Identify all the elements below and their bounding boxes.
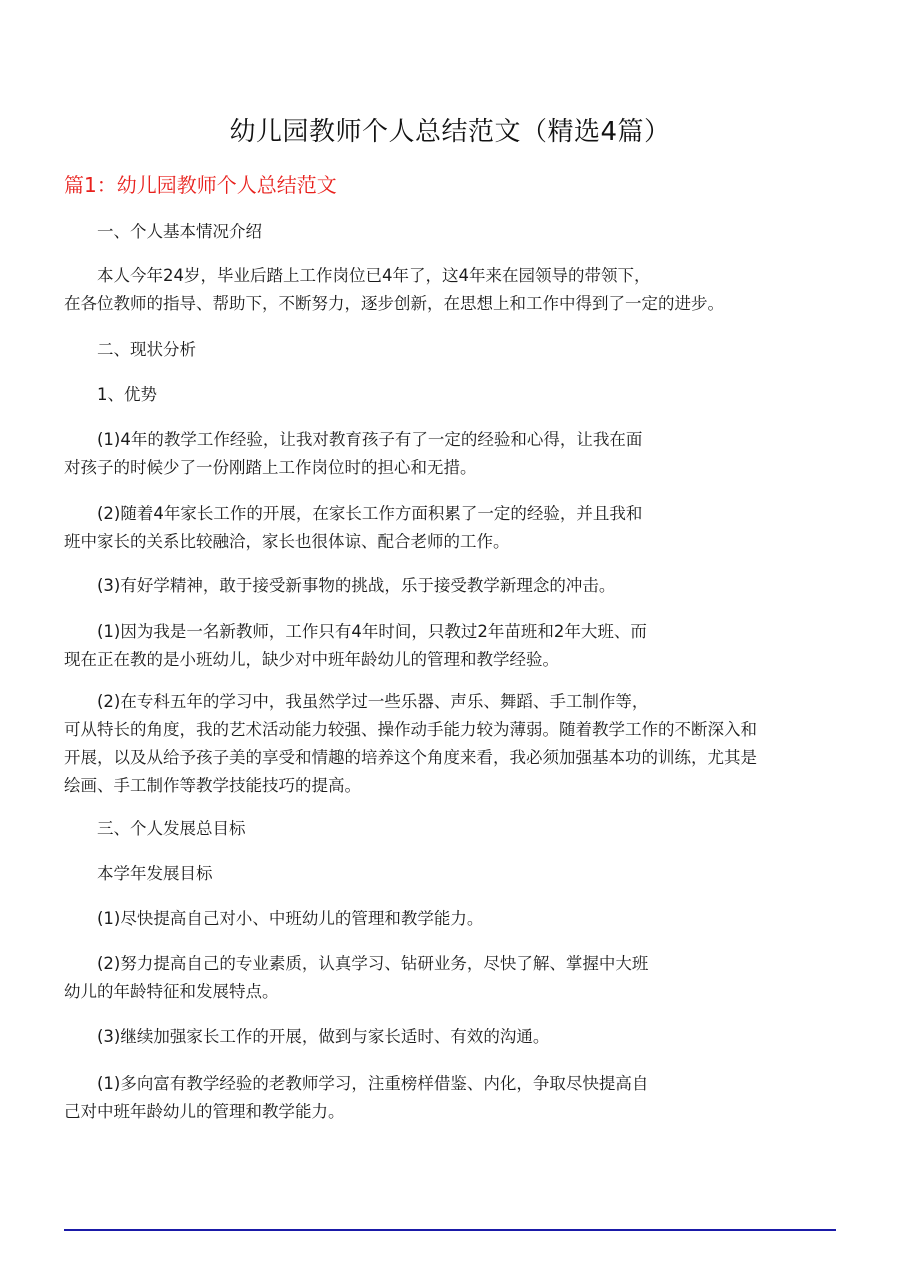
paragraph-weakness-1	[64, 618, 844, 674]
heading-year-goals	[64, 860, 844, 888]
paragraph-intro	[64, 262, 844, 318]
paragraph-line: (2)努力提高自己的专业素质，认真学习、钻研业务，尽快了解、掌握中大班	[97, 954, 649, 973]
paragraph-goal-2	[64, 950, 844, 1006]
paragraph-line: (1)因为我是一名新教师，工作只有4年时间，只教过2年苗班和2年大班、而	[97, 622, 647, 641]
paragraph-line: 己对中班年龄幼儿的管理和教学能力。	[64, 1102, 345, 1121]
heading-strengths	[64, 381, 844, 409]
paragraph-line: (2)在专科五年的学习中，我虽然学过一些乐器、声乐、舞蹈、手工制作等，	[97, 692, 649, 711]
paragraph-weakness-2	[64, 688, 844, 800]
paragraph-line: 二、现状分析	[97, 340, 196, 359]
paragraph-line: 现在正在教的是小班幼儿，缺少对中班年龄幼儿的管理和教学经验。	[64, 650, 559, 669]
paragraph-goal-3	[64, 1023, 844, 1051]
paragraph-line: (1)尽快提高自己对小、中班幼儿的管理和教学能力。	[97, 909, 484, 928]
paragraph-strength-1	[64, 426, 844, 482]
paragraph-line: (2)随着4年家长工作的开展，在家长工作方面积累了一定的经验，并且我和	[97, 504, 643, 523]
paragraph-line: 1、优势	[97, 385, 157, 404]
heading-basic-info	[64, 218, 844, 246]
footer-divider	[64, 1229, 836, 1231]
heading-status-analysis	[64, 336, 844, 364]
paragraph-strength-3	[64, 572, 844, 600]
paragraph-line: 幼儿的年龄特征和发展特点。	[64, 982, 279, 1001]
paragraph-line: (1)多向富有教学经验的老教师学习，注重榜样借鉴、内化，争取尽快提高自	[97, 1074, 649, 1093]
section-heading: 篇1：幼儿园教师个人总结范文	[64, 173, 337, 197]
paragraph-line: 三、个人发展总目标	[97, 819, 246, 838]
paragraph-line: 一、个人基本情况介绍	[97, 222, 262, 241]
paragraph-line: 可从特长的角度，我的艺术活动能力较强、操作动手能力较为薄弱。随着教学工作的不断深入和	[64, 720, 757, 739]
heading-development-goals	[64, 815, 844, 843]
paragraph-line: 在各位教师的指导、帮助下，不断努力，逐步创新，在思想上和工作中得到了一定的进步。	[64, 294, 724, 313]
paragraph-line: 本学年发展目标	[97, 864, 213, 883]
paragraph-line: 本人今年24岁，毕业后踏上工作岗位已4年了，这4年来在园领导的带领下，	[97, 266, 651, 285]
paragraph-line: (3)继续加强家长工作的开展，做到与家长适时、有效的沟通。	[97, 1027, 550, 1046]
paragraph-line: 开展，以及从给予孩子美的享受和情趣的培养这个角度来看，我必须加强基本功的训练，尤其是	[64, 748, 757, 767]
document-title: 幼儿园教师个人总结范文（精选4篇）	[229, 117, 671, 147]
paragraph-goal-1	[64, 905, 844, 933]
paragraph-line: 对孩子的时候少了一份刚踏上工作岗位时的担心和无措。	[64, 458, 477, 477]
paragraph-line: 绘画、手工制作等教学技能技巧的提高。	[64, 776, 361, 795]
paragraph-measure-1	[64, 1070, 844, 1126]
paragraph-line: (1)4年的教学工作经验，让我对教育孩子有了一定的经验和心得，让我在面	[97, 430, 643, 449]
paragraph-line: 班中家长的关系比较融洽，家长也很体谅、配合老师的工作。	[64, 532, 510, 551]
paragraph-line: (3)有好学精神，敢于接受新事物的挑战，乐于接受教学新理念的冲击。	[97, 576, 616, 595]
paragraph-strength-2	[64, 500, 844, 556]
